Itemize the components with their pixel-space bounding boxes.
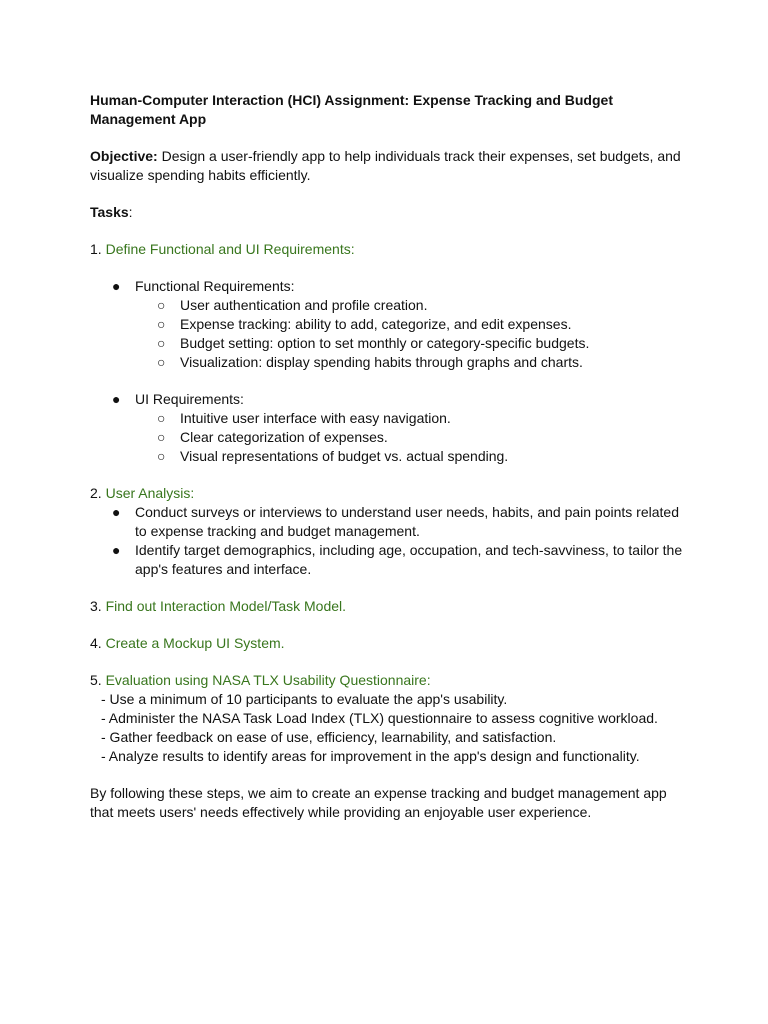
ui-requirements-label: UI Requirements:: [135, 391, 244, 407]
list-item: [90, 541, 690, 579]
tasks-label: Tasks: [90, 204, 129, 220]
list-item: [90, 447, 690, 466]
section-2-number: 2.: [90, 485, 106, 501]
list-item: [90, 353, 690, 372]
list-item: [90, 409, 690, 428]
functional-requirements-label: Functional Requirements:: [135, 278, 295, 294]
list-item-text: Expense tracking: ability to add, categorize, and edit expenses.: [180, 316, 572, 332]
section-1-heading: [90, 240, 690, 259]
list-item-text: Clear categorization of expenses.: [180, 429, 388, 445]
bullet-icon: ●: [112, 278, 121, 294]
list-item-text: Conduct surveys or interviews to understand user needs, habits, and pain points related to expense tracking and budget management.: [135, 504, 679, 539]
sub-bullet-icon: ○: [157, 354, 166, 370]
section-4-heading: [90, 634, 690, 653]
list-item-text: Visual representations of budget vs. actual spending.: [180, 448, 509, 464]
list-item-text: Identify target demographics, including age, occupation, and tech-savviness, to tailor the app's features and interface.: [135, 542, 683, 577]
sub-bullet-icon: ○: [157, 448, 166, 464]
dash-item: - Use a minimum of 10 participants to evaluate the app's usability.: [101, 691, 508, 707]
bullet-icon: ●: [112, 391, 121, 407]
conclusion-paragraph: By following these steps, we aim to create an expense tracking and budget management app that meets users' needs effectively while providing an enjoyable user experience.: [90, 785, 667, 820]
list-item: [90, 390, 690, 409]
list-item: [90, 277, 690, 296]
list-item: [90, 315, 690, 334]
tasks-heading: [90, 203, 690, 222]
sub-bullet-icon: ○: [157, 335, 166, 351]
tasks-colon: :: [128, 204, 133, 220]
dash-item: - Administer the NASA Task Load Index (TLX) questionnaire to assess cognitive workload.: [101, 710, 658, 726]
list-item: [90, 503, 690, 541]
section-2-title: User Analysis:: [105, 485, 195, 501]
section-3-title: Find out Interaction Model/Task Model.: [105, 598, 347, 614]
section-1-number: 1.: [90, 241, 106, 257]
list-item: [90, 334, 690, 353]
section-3-number: 3.: [90, 598, 106, 614]
dash-item: - Analyze results to identify areas for improvement in the app's design and functionality.: [101, 748, 640, 764]
section-5-heading: [90, 671, 690, 690]
sub-bullet-icon: ○: [157, 410, 166, 426]
section-4-number: 4.: [90, 635, 106, 651]
section-2-heading: [90, 484, 690, 503]
sub-bullet-icon: ○: [157, 429, 166, 445]
list-item: [90, 428, 690, 447]
section-2-list: [90, 503, 690, 579]
document-title: Human-Computer Interaction (HCI) Assignment: Expense Tracking and Budget Management App: [90, 92, 613, 127]
section-1-list: [90, 277, 690, 296]
section-1-title: Define Functional and UI Requirements:: [105, 241, 355, 257]
list-item: [90, 296, 690, 315]
bullet-icon: ●: [112, 504, 121, 520]
ui-requirements-list: [90, 409, 690, 466]
objective-label: Objective:: [90, 148, 158, 164]
section-5-title: Evaluation using NASA TLX Usability Questionnaire:: [105, 672, 431, 688]
section-4-title: Create a Mockup UI System.: [105, 635, 285, 651]
list-item-text: Visualization: display spending habits through graphs and charts.: [180, 354, 583, 370]
list-item-text: Intuitive user interface with easy navigation.: [180, 410, 451, 426]
objective-text: Design a user-friendly app to help individuals track their expenses, set budgets, and visualize spending habits efficiently.: [90, 148, 681, 183]
dash-item: - Gather feedback on ease of use, efficiency, learnability, and satisfaction.: [101, 729, 557, 745]
section-5-number: 5.: [90, 672, 106, 688]
objective-paragraph: [90, 147, 690, 185]
list-item-text: User authentication and profile creation.: [180, 297, 428, 313]
functional-requirements-list: [90, 296, 690, 372]
bullet-icon: ●: [112, 542, 121, 558]
sub-bullet-icon: ○: [157, 297, 166, 313]
ui-requirements-list-wrapper: [90, 390, 690, 409]
section-3-heading: [90, 597, 690, 616]
sub-bullet-icon: ○: [157, 316, 166, 332]
list-item-text: Budget setting: option to set monthly or category-specific budgets.: [180, 335, 590, 351]
document-body: [90, 91, 690, 822]
